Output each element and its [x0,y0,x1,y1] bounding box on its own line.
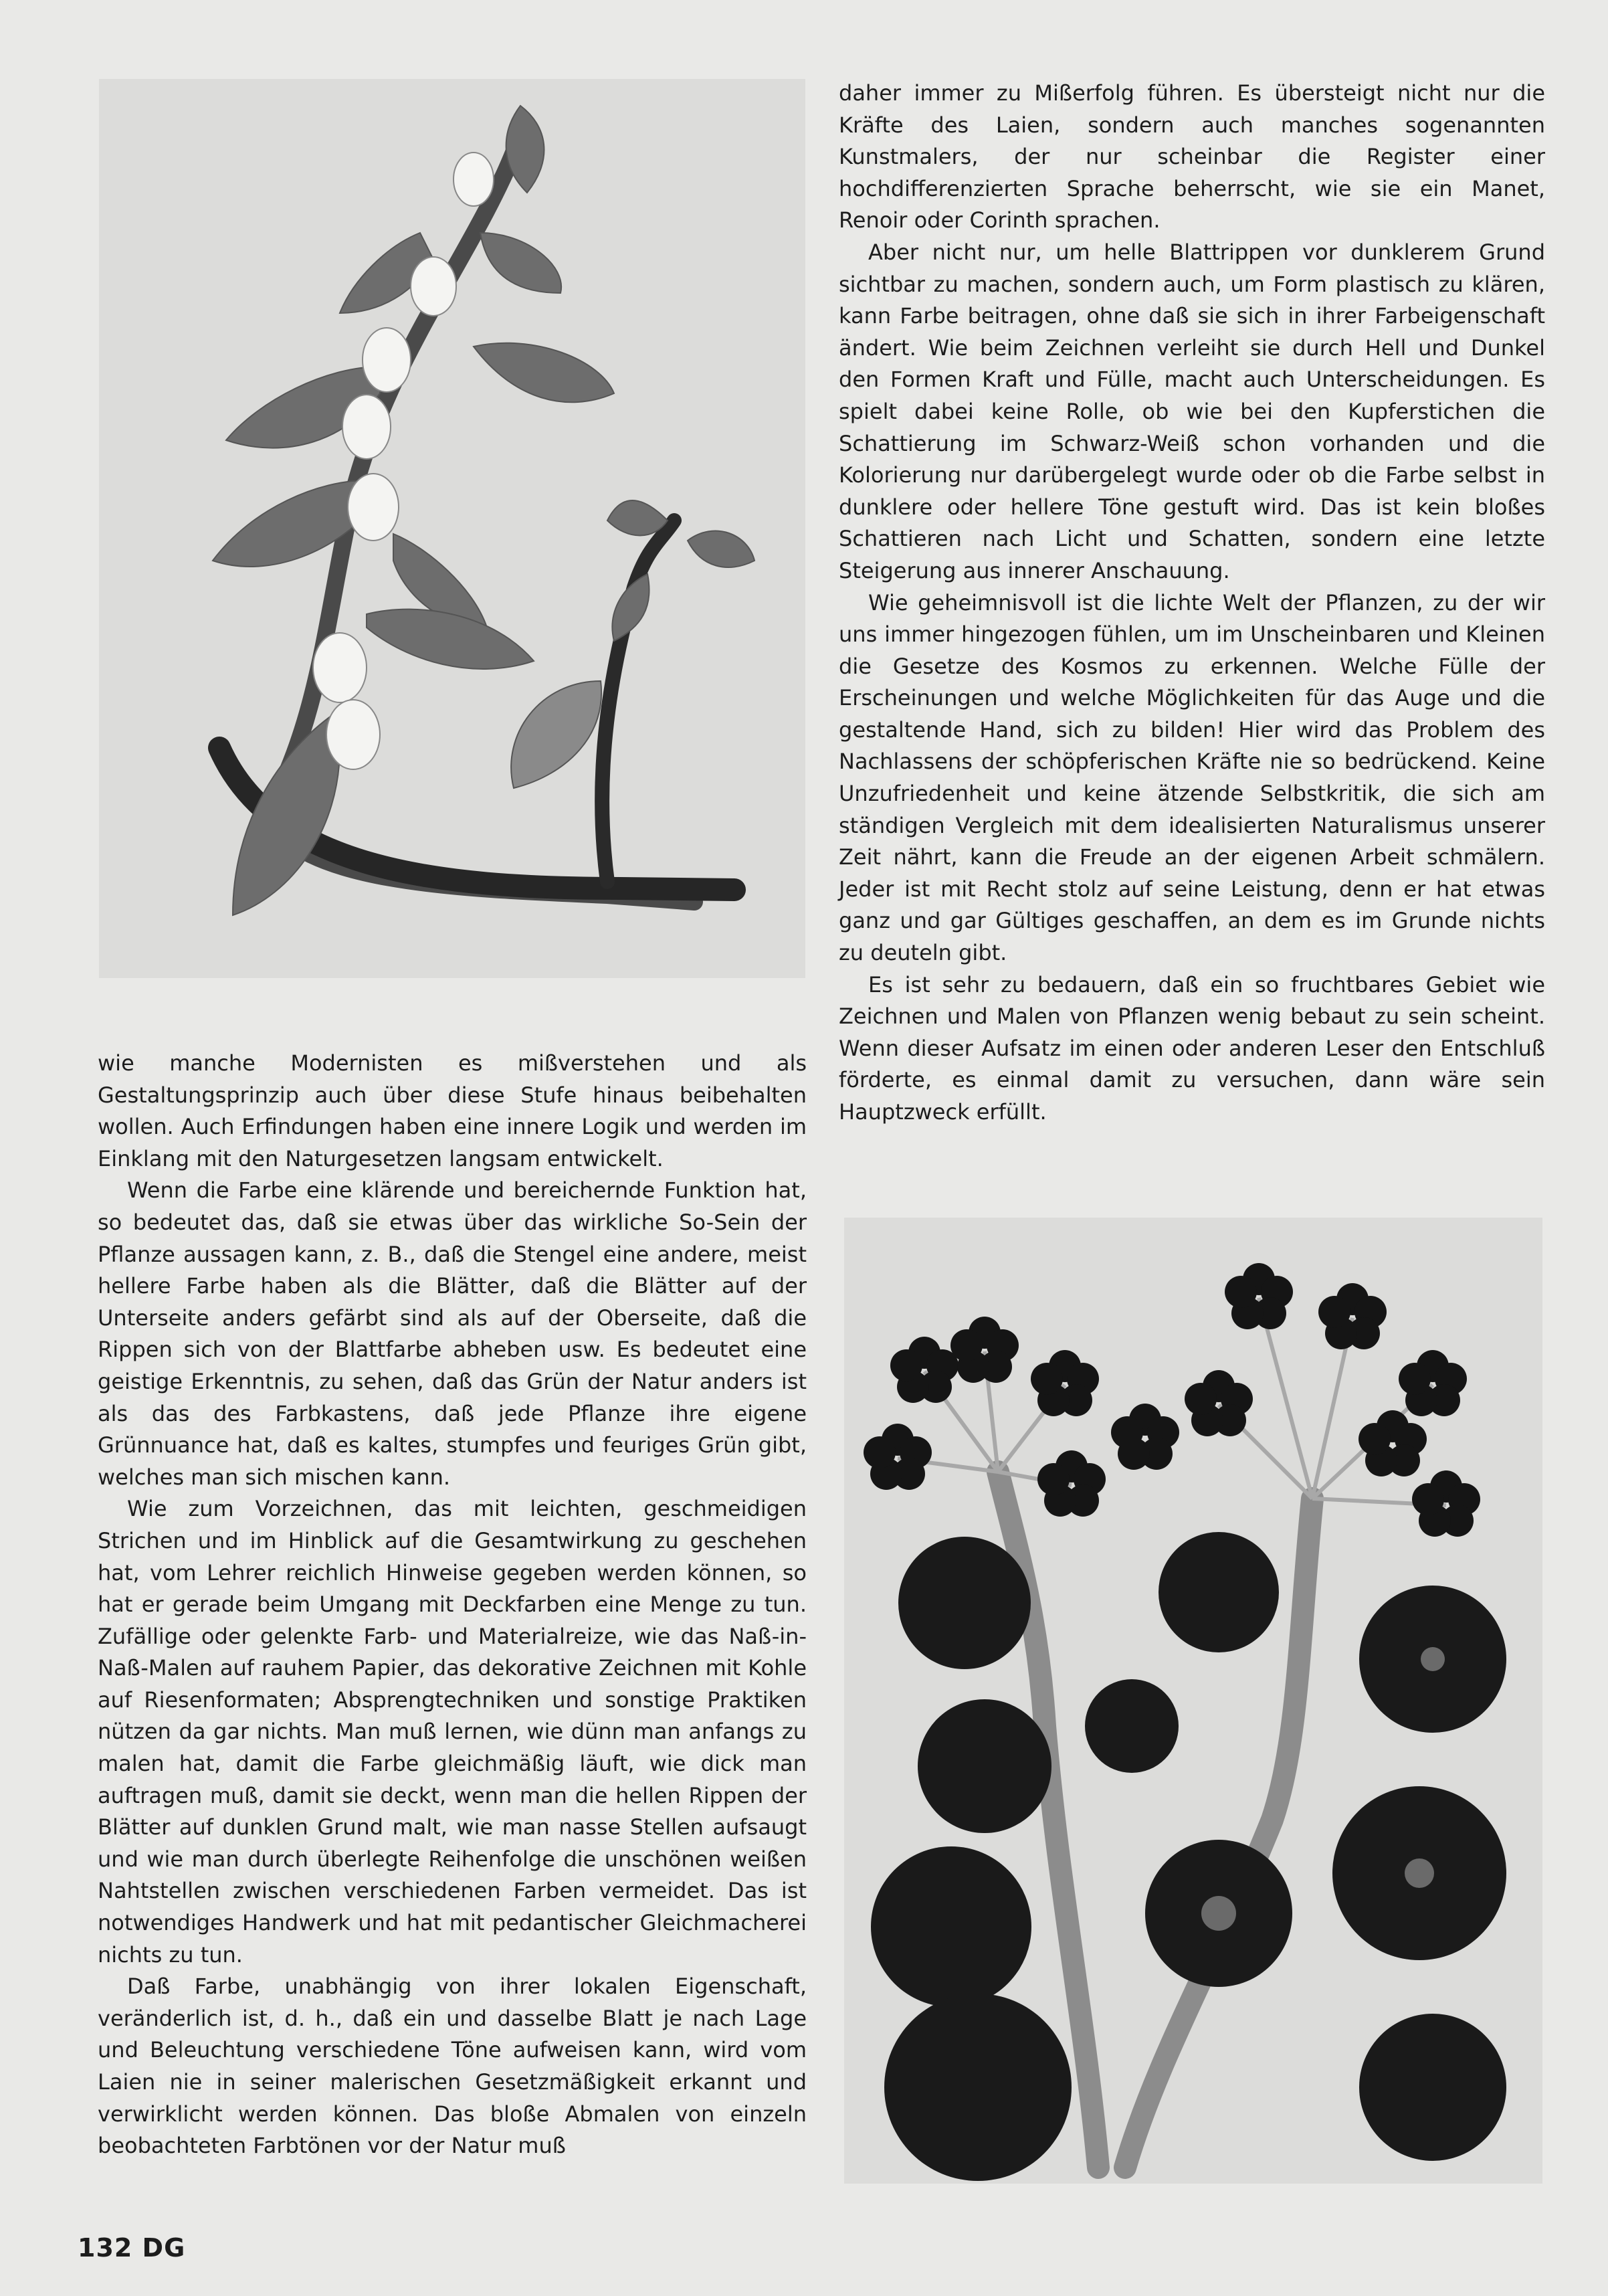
geranium-illustration [844,1218,1542,2184]
dead-nettle-drawing [99,79,805,978]
page-number: 132 DG [78,2233,186,2263]
paragraph: Wie geheimnisvoll ist die lichte Welt der Pflanzen, zu der wir uns immer hingezogen fühlen, um im Unscheinbaren und Kleinen die Gesetze des Kosmos zu erkennen. Welche Fülle der Erscheinungen und welche Möglichkeiten für das Auge und die gestaltende Hand, sich zu bilden! Hier wird das Problem des Nachlassens der schöpferischen Kräfte nie so bedrückend. Keine Unzufriedenheit und keine ätzende Selbstkritik, die sich am ständigen Vergleich mit dem idealisierten Naturalismus unserer Zeit nährt, kann die Freude an der eigenen Arbeit schmälern. Jeder ist mit Recht stolz auf seine Leistung, denn er hat etwas ganz und gar Gültiges geschaffen, an dem es im Grunde nichts zu deuteln gibt. [839,589,1545,966]
paragraph: Wenn die Farbe eine klärende und bereichernde Funktion hat, so bedeutet das, daß sie etwas über das wirkliche So-Sein der Pflanze aussagen kann, z. B., daß die Stengel eine andere, meist hellere Farbe haben als die Blätter, daß die Blätter auf der Unterseite anders gefärbt sind als auf der Oberseite, daß die Rippen sich von der Blattfarbe abheben usw. Es bedeutet eine geistige Erkenntnis, zu sehen, daß das Grün der Natur anders ist als das des Farbkastens, daß jede Pflanze ihre eigene Grünnuance hat, daß es kaltes, stumpfes und feuriges Grün gibt, welches man sich mischen kann. [98,1177,807,1490]
geranium-drawing [844,1218,1542,2184]
text-column-right [839,78,1545,1129]
paragraph: wie manche Modernisten es mißverstehen und als Gestaltungsprinzip auch über diese Stufe hinaus beibehalten wollen. Auch Erfindungen haben eine innere Logik und werden im Einklang mit den Naturgesetzen langsam entwickelt. [98,1050,807,1171]
paragraph: Aber nicht nur, um helle Blattrippen vor dunklerem Grund sichtbar zu machen, sondern auch, um Form plastisch zu klären, kann Farbe beitragen, ohne daß sie sich in ihrer Farbeigenschaft ändert. Wie beim Zeichnen verleiht sie durch Hell und Dunkel den Formen Kraft und Fülle, macht auch Unterscheidungen. Es spielt dabei keine Rolle, ob wie bei den Kupferstichen die Schattierung im Schwarz-Weiß schon vorhanden und die Kolorierung nur darübergelegt wurde oder ob die Farbe selbst in dunklere oder hellere Töne gestuft wird. Das ist kein bloßes Schattieren nach Licht und Schatten, sondern eine letzte Steigerung aus innerer Anschauung. [839,239,1545,583]
paragraph: daher immer zu Mißerfolg führen. Es übersteigt nicht nur die Kräfte des Laien, sondern auch manches sogenannten Kunstmalers, der nur scheinbar die Register einer hochdifferenzierten Sprache beherrscht, wie sie ein Manet, Renoir oder Corinth sprachen. [839,80,1545,233]
paragraph: Wie zum Vorzeichnen, das mit leichten, geschmeidigen Strichen und im Hinblick auf die Gesamtwirkung zu geschehen hat, vom Lehrer reichlich Hinweise gegeben werden können, so hat er gerade beim Umgang mit Deckfarben eine Menge zu tun. Zufällige oder gelenkte Farb- und Materialreize, wie das Naß-in-Naß-Malen auf rauhem Papier, das dekorative Zeichnen mit Kohle auf Riesenformaten; Absprengtechniken und sonstige Praktiken nützen da gar nichts. Man muß lernen, wie dünn man anfangs zu malen hat, damit die Farbe gleichmäßig läuft, wie dick man auftragen muß, damit sie deckt, wenn man die hellen Rippen der Blätter auf dunklen Grund malt, wie man nasse Stellen aufsaugt und wie man durch überlegte Reihenfolge die unschönen weißen Nahtstellen zwischen verschiedenen Farben vermeidet. Das ist notwendiges Handwerk und hat mit pedantischer Gleichmacherei nichts zu tun. [98,1496,807,1968]
paragraph: Daß Farbe, unabhängig von ihrer lokalen Eigenschaft, veränderlich ist, d. h., daß ein und dasselbe Blatt je nach Lage und Beleuchtung verschiedene Töne aufweisen kann, wird vom Laien nie in seiner malerischen Gesetzmäßigkeit erkannt und verwirklicht werden können. Das bloße Abmalen von einzeln beobachteten Farbtönen vor der Natur muß [98,1974,807,2159]
dead-nettle-illustration [99,79,805,978]
geranium-leaves [871,1532,1506,2181]
text-column-left [98,1048,807,2162]
plant-branch [602,520,674,882]
plant-leaf-veined [511,681,601,788]
paragraph: Es ist sehr zu bedauern, daß ein so fruchtbares Gebiet wie Zeichnen und Malen von Pflanzen wenig bebaut zu sein scheint. Wenn dieser Aufsatz im einen oder anderen Leser den Entschluß förderte, es einmal damit zu versuchen, dann wäre sein Hauptzweck erfüllt. [839,971,1545,1125]
geranium-flowers [864,1263,1480,1537]
